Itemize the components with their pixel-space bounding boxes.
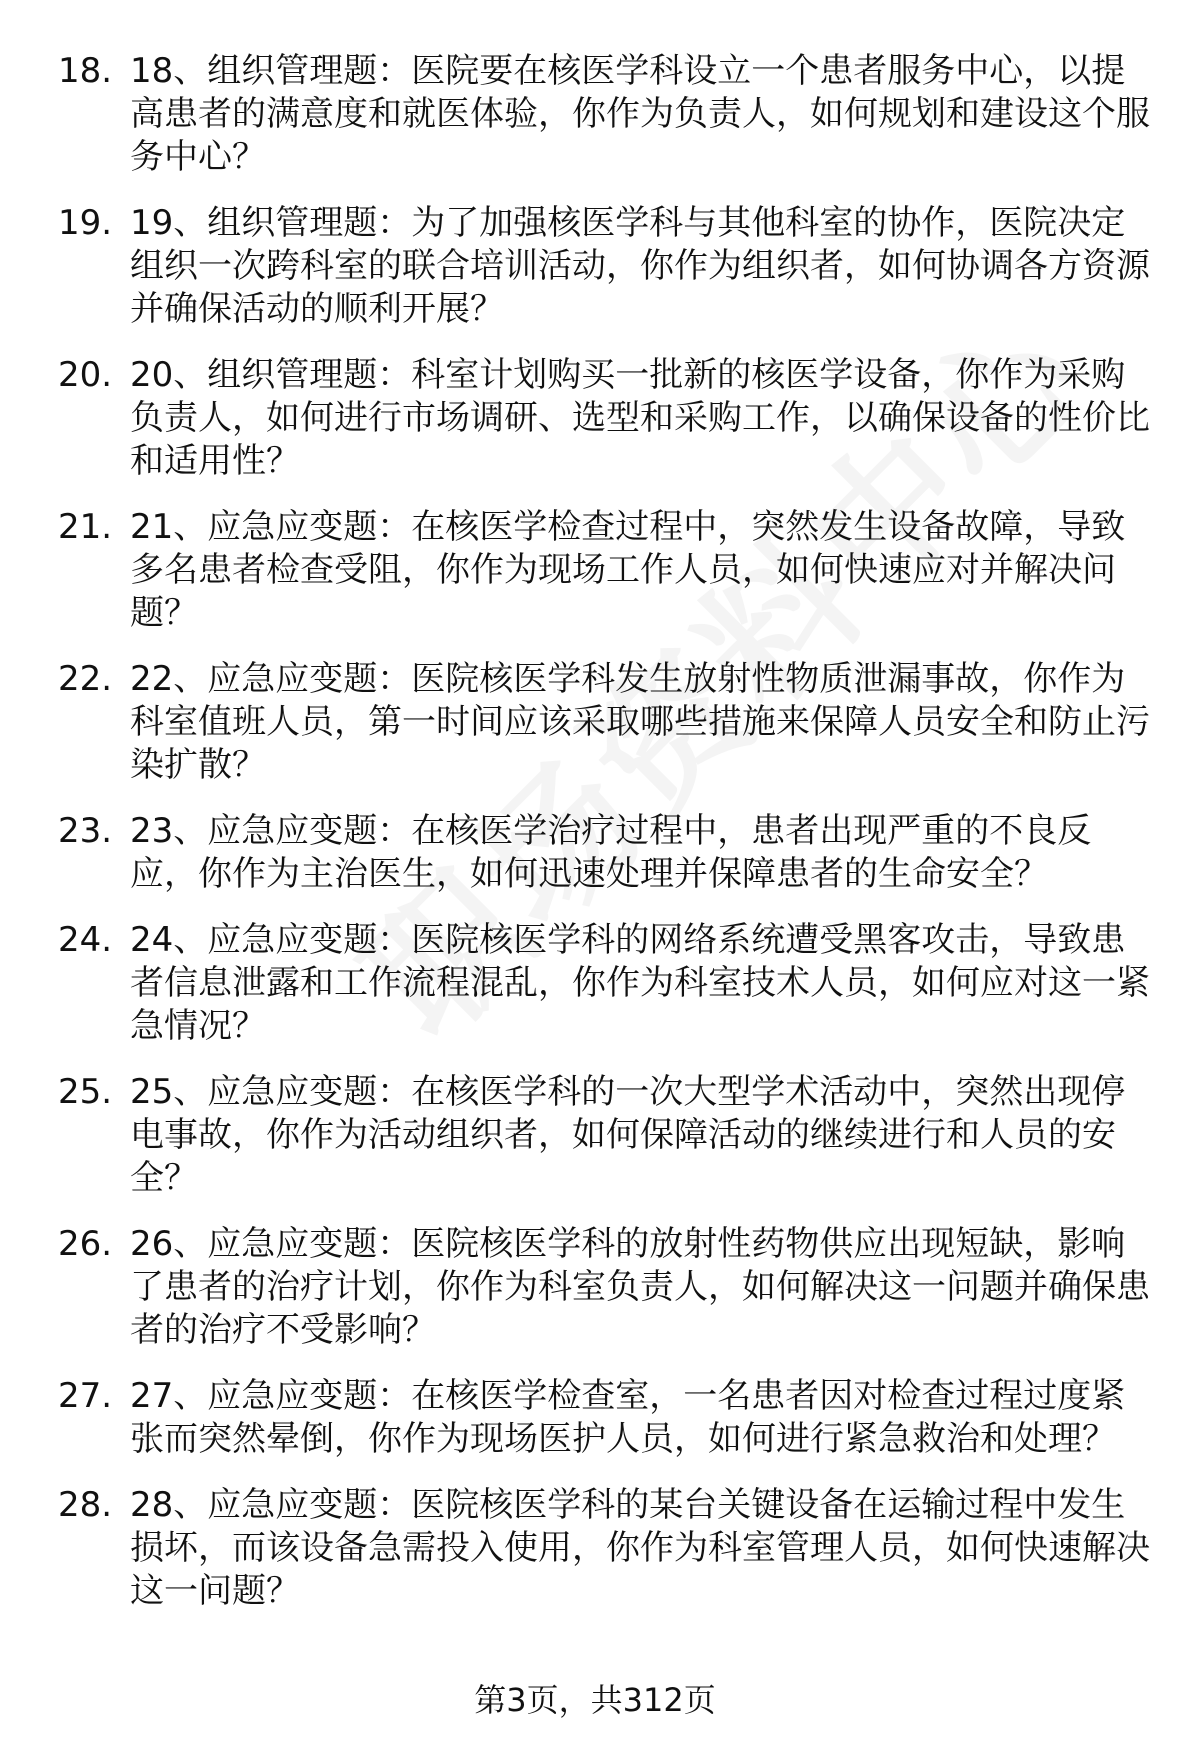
question-text: 28、应急应变题：医院核医学科的某台关键设备在运输过程中发生损坏，而该设备急需投入使用，你作为科室管理人员，如何快速解决这一问题？	[130, 1485, 1150, 1611]
question-item-22	[0, 658, 1190, 787]
question-number: 23.	[58, 811, 113, 851]
question-number: 28.	[58, 1485, 113, 1525]
question-text: 18、组织管理题：医院要在核医学科设立一个患者服务中心，以提高患者的满意度和就医体验，你作为负责人，如何规划和建设这个服务中心？	[130, 51, 1150, 177]
question-text: 26、应急应变题：医院核医学科的放射性药物供应出现短缺，影响了患者的治疗计划，你作为科室负责人，如何解决这一问题并确保患者的治疗不受影响？	[130, 1224, 1150, 1350]
question-number: 21.	[58, 507, 113, 547]
question-text: 21、应急应变题：在核医学检查过程中，突然发生设备故障，导致多名患者检查受阻，你作为现场工作人员，如何快速应对并解决问题？	[130, 507, 1126, 633]
question-item-18	[0, 50, 1190, 179]
question-item-20	[0, 354, 1190, 483]
question-list	[0, 50, 1190, 1636]
question-number: 25.	[58, 1072, 113, 1112]
question-text: 19、组织管理题：为了加强核医学科与其他科室的协作，医院决定组织一次跨科室的联合培训活动，你作为组织者，如何协调各方资源并确保活动的顺利开展？	[130, 203, 1150, 329]
question-text: 22、应急应变题：医院核医学科发生放射性物质泄漏事故，你作为科室值班人员，第一时间应该采取哪些措施来保障人员安全和防止污染扩散？	[130, 659, 1150, 785]
question-number: 22.	[58, 659, 113, 699]
question-number: 19.	[58, 203, 113, 243]
question-number: 24.	[58, 920, 113, 960]
question-number: 26.	[58, 1224, 113, 1264]
question-text: 24、应急应变题：医院核医学科的网络系统遭受黑客攻击，导致患者信息泄露和工作流程混乱，你作为科室技术人员，如何应对这一紧急情况？	[130, 920, 1150, 1046]
question-text: 27、应急应变题：在核医学检查室，一名患者因对检查过程过度紧张而突然晕倒，你作为现场医护人员，如何进行紧急救治和处理？	[130, 1376, 1126, 1459]
question-number: 18.	[58, 51, 113, 91]
question-item-25	[0, 1071, 1190, 1200]
question-item-27	[0, 1375, 1190, 1461]
question-text: 25、应急应变题：在核医学科的一次大型学术活动中，突然出现停电事故，你作为活动组织者，如何保障活动的继续进行和人员的安全？	[130, 1072, 1126, 1198]
question-item-26	[0, 1223, 1190, 1352]
question-item-28	[0, 1484, 1190, 1613]
question-text: 23、应急应变题：在核医学治疗过程中，患者出现严重的不良反应，你作为主治医生，如何迅速处理并保障患者的生命安全？	[130, 811, 1092, 894]
question-item-23	[0, 810, 1190, 896]
question-number: 20.	[58, 355, 113, 395]
question-item-19	[0, 202, 1190, 331]
page-footer: 第3页，共312页	[474, 1681, 716, 1719]
question-item-21	[0, 506, 1190, 635]
question-item-24	[0, 919, 1190, 1048]
question-text: 20、组织管理题：科室计划购买一批新的核医学设备，你作为采购负责人，如何进行市场调研、选型和采购工作，以确保设备的性价比和适用性？	[130, 355, 1150, 481]
question-number: 27.	[58, 1376, 113, 1416]
